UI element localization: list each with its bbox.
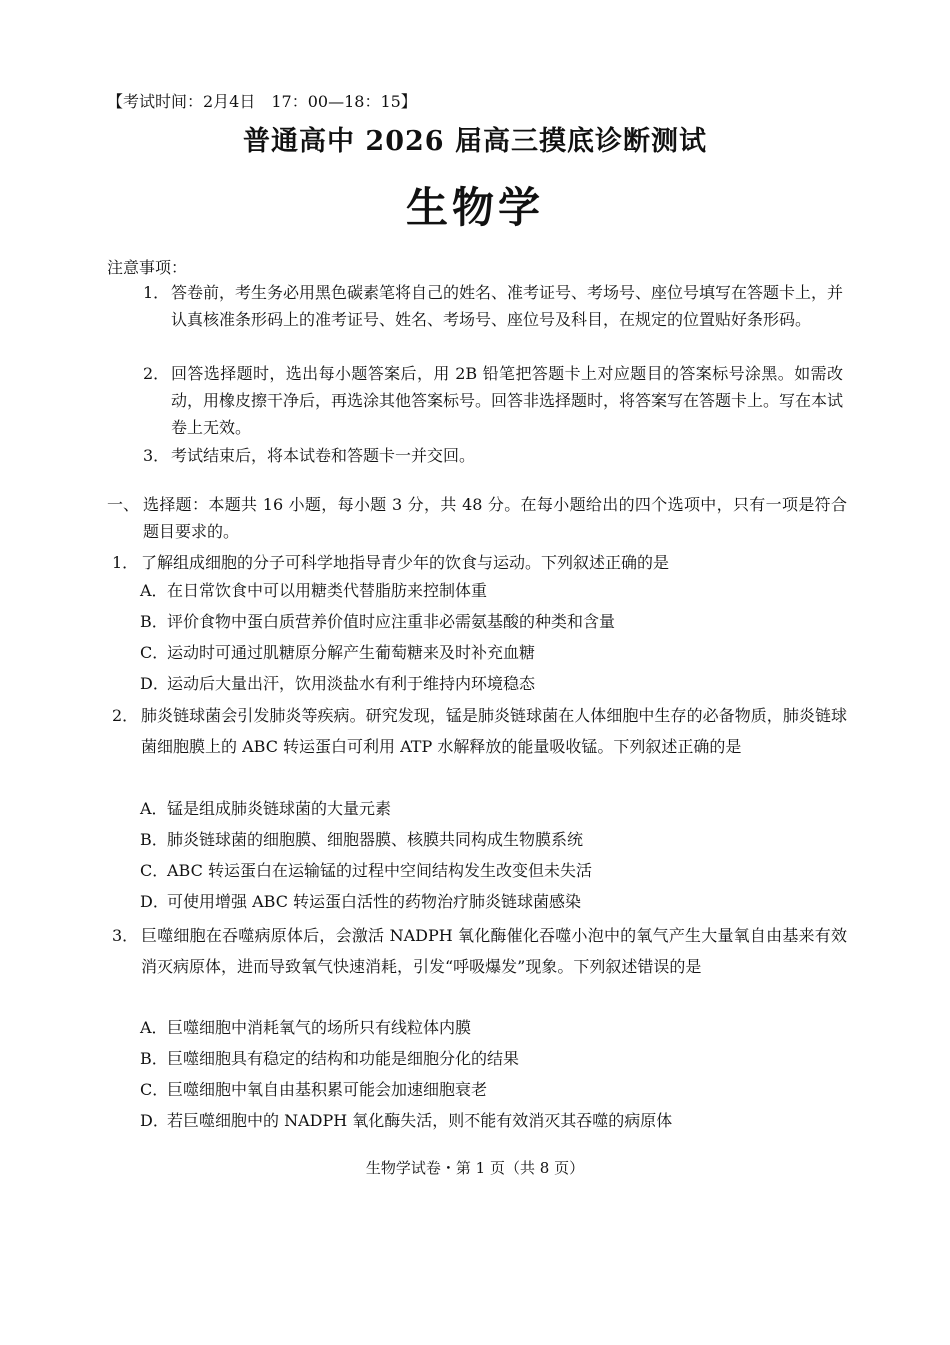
question-2-option-c [140, 859, 845, 883]
question-1 [112, 547, 847, 578]
option-text: 巨噬细胞中氧自由基积累可能会加速细胞衰老 [167, 1080, 488, 1099]
option-text: 评价食物中蛋白质营养价值时应注重非必需氨基酸的种类和含量 [167, 612, 616, 631]
section-text: 选择题：本题共 16 小题，每小题 3 分，共 48 分。在每小题给出的四个选项中，只有一项是符合题目要求的。 [143, 495, 847, 541]
question-stem: 巨噬细胞在吞噬病原体后，会激活 NADPH 氧化酶催化吞噬小泡中的氧气产生大量氧自由基来有效消灭病原体，进而导致氧气快速消耗，引发“呼吸爆发”现象。下列叙述错误的是 [141, 926, 847, 976]
note-text: 答卷前，考生务必用黑色碳素笔将自己的姓名、准考证号、考场号、座位号填写在答题卡上，并认真核准条形码上的准考证号、姓名、考场号、座位号及科目，在规定的位置贴好条形码。 [171, 283, 844, 329]
exam-time: 【考试时间：2月4日 17：00—18：15】 [107, 92, 417, 111]
note-number: 3． [143, 446, 170, 465]
question-2-option-a [140, 797, 845, 821]
option-text: 运动时可通过肌糖原分解产生葡萄糖来及时补充血糖 [167, 643, 536, 662]
option-text: 若巨噬细胞中的 NADPH 氧化酶失活，则不能有效消灭其吞噬的病原体 [167, 1111, 673, 1130]
notes-heading: 注意事项： [107, 258, 188, 277]
note-item-3 [143, 442, 843, 469]
option-text: 可使用增强 ABC 转运蛋白活性的药物治疗肺炎链球菌感染 [167, 892, 582, 911]
question-stem: 了解组成细胞的分子可科学地指导青少年的饮食与运动。下列叙述正确的是 [141, 553, 670, 572]
question-number: 2． [112, 706, 139, 725]
option-text: ABC 转运蛋白在运输锰的过程中空间结构发生改变但未失活 [167, 861, 592, 880]
question-1-option-c [140, 641, 845, 665]
question-1-option-a [140, 579, 845, 603]
option-label: A． [140, 1018, 168, 1037]
option-text: 运动后大量出汗，饮用淡盐水有利于维持内环境稳态 [167, 674, 536, 693]
option-label: A． [140, 581, 168, 600]
note-item-1 [143, 279, 843, 333]
option-label: B． [140, 1049, 168, 1068]
question-3-option-b [140, 1047, 845, 1071]
note-number: 2． [143, 364, 170, 383]
question-3-option-d [140, 1109, 845, 1133]
main-title: 普通高中 2026 届高三摸底诊断测试 [243, 126, 707, 157]
option-label: D． [140, 674, 169, 693]
question-stem: 肺炎链球菌会引发肺炎等疾病。研究发现，锰是肺炎链球菌在人体细胞中生存的必备物质，肺炎链球菌细胞膜上的 ABC 转运蛋白可利用 ATP 水解释放的能量吸收锰。下列叙述正确的是 [141, 706, 847, 756]
section-heading [107, 491, 847, 545]
option-text: 巨噬细胞具有稳定的结构和功能是细胞分化的结果 [167, 1049, 520, 1068]
note-text: 回答选择题时，选出每小题答案后，用 2B 铅笔把答题卡上对应题目的答案标号涂黑。如需改动，用橡皮擦干净后，再选涂其他答案标号。回答非选择题时，将答案写在答题卡上。写在本试卷上无效。 [171, 364, 844, 437]
question-3-option-a [140, 1016, 845, 1040]
option-label: C． [140, 861, 169, 880]
question-number: 1． [112, 553, 139, 572]
note-text: 考试结束后，将本试卷和答题卡一并交回。 [171, 446, 476, 465]
option-label: D． [140, 1111, 169, 1130]
option-text: 在日常饮食中可以用糖类代替脂肪来控制体重 [167, 581, 488, 600]
question-2-option-b [140, 828, 845, 852]
question-number: 3． [112, 926, 139, 945]
option-label: C． [140, 1080, 169, 1099]
note-number: 1． [143, 283, 170, 302]
question-3-option-c [140, 1078, 845, 1102]
question-3 [112, 920, 847, 982]
option-text: 巨噬细胞中消耗氧气的场所只有线粒体内膜 [167, 1018, 472, 1037]
option-label: D． [140, 892, 169, 911]
question-2-option-d [140, 890, 845, 914]
page-footer: 生物学试卷・第 1 页（共 8 页） [365, 1159, 585, 1177]
option-label: B． [140, 830, 168, 849]
question-1-option-b [140, 610, 845, 634]
question-2 [112, 700, 847, 762]
option-label: B． [140, 612, 168, 631]
option-label: A． [140, 799, 168, 818]
option-text: 锰是组成肺炎链球菌的大量元素 [167, 799, 392, 818]
option-label: C． [140, 643, 169, 662]
question-1-option-d [140, 672, 845, 696]
note-item-2 [143, 360, 843, 441]
section-number: 一、 [107, 495, 140, 514]
subject-title: 生物学 [405, 183, 544, 232]
option-text: 肺炎链球菌的细胞膜、细胞器膜、核膜共同构成生物膜系统 [167, 830, 584, 849]
